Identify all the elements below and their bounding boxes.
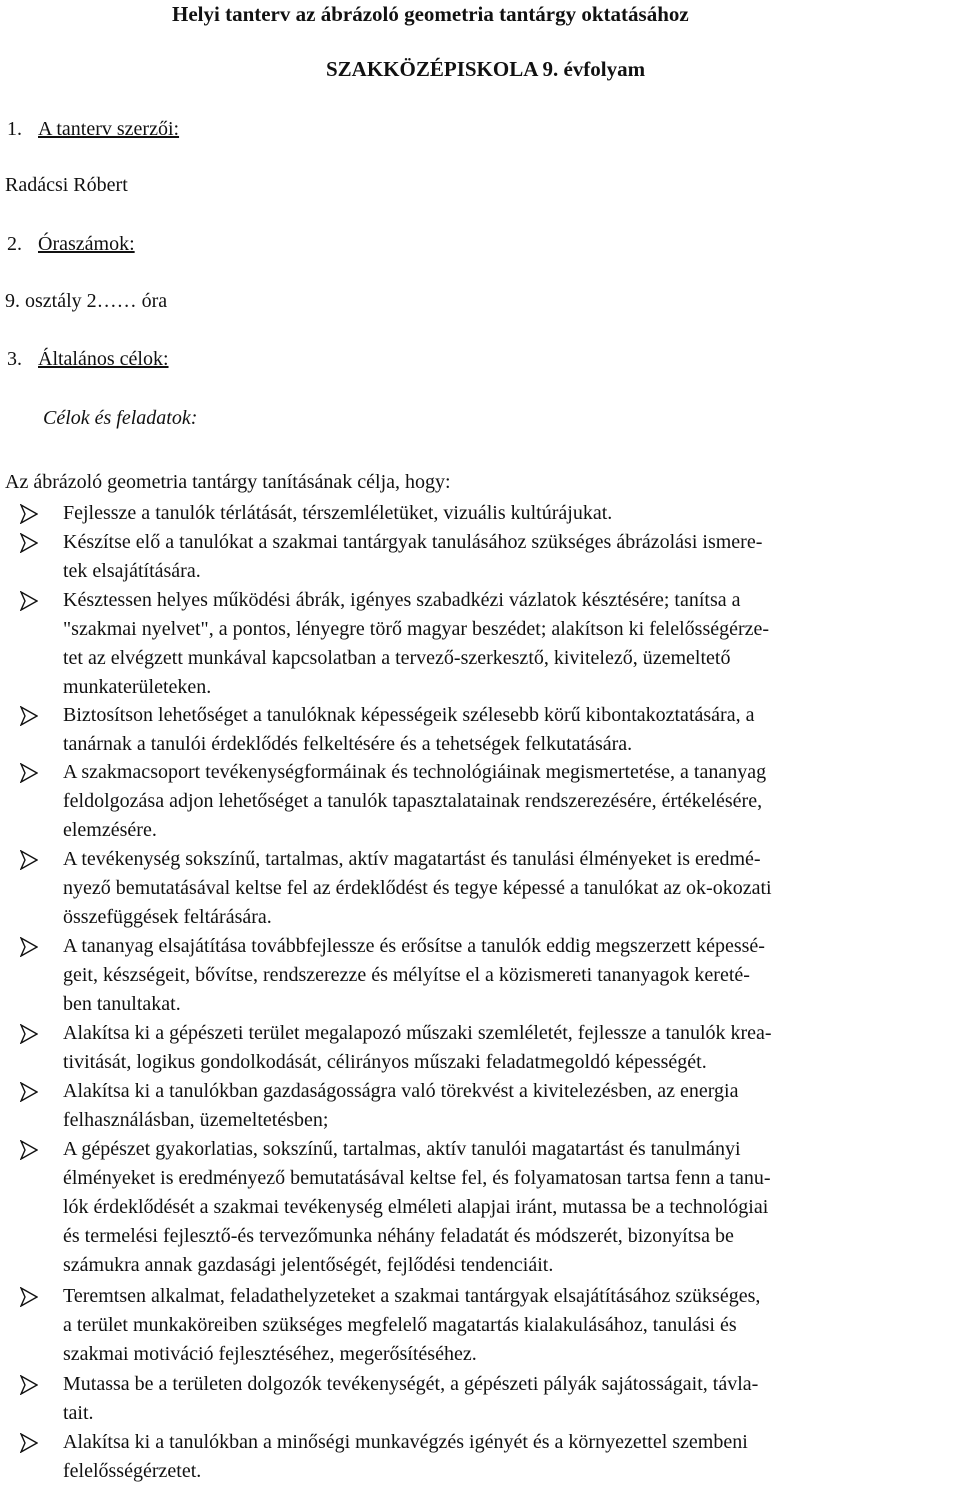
bullet-line: Biztosítson lehetőséget a tanulóknak képességeik szélesebb körű kibontakoztatására, a: [63, 704, 755, 726]
bullet-line: szakmai motiváció fejlesztéséhez, megerősítéséhez.: [63, 1343, 477, 1365]
bullet-line: tek elsajátítására.: [63, 560, 201, 582]
bullet-arrow-icon: [20, 591, 38, 611]
bullet-line: A szakmacsoport tevékenységformáinak és technológiáinak megismertetése, a tananyag: [63, 761, 767, 783]
bullet-line: felhasználásban, üzemeltetésben;: [63, 1109, 329, 1131]
bullet-arrow-icon: [20, 763, 38, 783]
bullet-arrow-icon: [20, 1082, 38, 1102]
bullet-line: felelősségérzetet.: [63, 1460, 202, 1482]
bullet-line: nyező bemutatásával keltse fel az érdeklődést és tegye képessé a tanulókat az ok-okozati: [63, 877, 772, 899]
hours-value: 9. osztály 2…… óra: [5, 290, 168, 312]
bullet-line: tait.: [63, 1402, 94, 1424]
section-3-number: 3.: [7, 348, 22, 370]
section-2-heading: [7, 230, 135, 259]
bullet-arrow-icon: [20, 1433, 38, 1453]
bullet-line: elemzésére.: [63, 819, 157, 841]
bullet-line: "szakmai nyelvet", a pontos, lényegre törő magyar beszédet; alakítson ki felelősségérze-: [63, 618, 770, 640]
goals-intro: Az ábrázoló geometria tantárgy tanításának célja, hogy:: [5, 471, 451, 493]
bullet-line: A tananyag elsajátítása továbbfejlessze és erősítse a tanulók eddig megszerzett képessé-: [63, 935, 765, 957]
goals-subheading: Célok és feladatok:: [43, 407, 198, 429]
bullet-line: összefüggések feltárására.: [63, 906, 272, 928]
bullet-line: számukra annak gazdasági jelentőségét, fejlődési tendenciáit.: [63, 1254, 554, 1276]
section-2-title: Óraszámok:: [38, 233, 135, 255]
section-3-title: Általános célok:: [38, 348, 169, 370]
bullet-line: geit, készségeit, bővítse, rendszerezze és mélyítse el a közismereti tananyagok kereté-: [63, 964, 750, 986]
bullet-line: a terület munkaköreiben szükséges megfelelő magatartás kialakulásához, tanulási és: [63, 1314, 737, 1336]
bullet-line: tanárnak a tanulói érdeklődés felkeltésére és a tehetségek felkutatására.: [63, 733, 633, 755]
bullet-line: munkaterületeken.: [63, 676, 212, 698]
bullet-line: Teremtsen alkalmat, feladathelyzeteket a szakmai tantárgyak elsajátításához szükséges,: [63, 1285, 761, 1307]
bullet-arrow-icon: [20, 937, 38, 957]
section-1-title: A tanterv szerzői:: [38, 118, 180, 140]
bullet-arrow-icon: [20, 850, 38, 870]
bullet-line: tet az elvégzett munkával kapcsolatban a tervező-szerkesztő, kivitelező, üzemeltető: [63, 647, 731, 669]
document-subtitle: SZAKKÖZÉPISKOLA 9. évfolyam: [326, 57, 646, 81]
bullet-line: Alakítsa ki a tanulókban gazdaságosságra való törekvést a kivitelezésben, az energia: [63, 1080, 739, 1102]
authors-value: Radácsi Róbert: [5, 174, 128, 196]
bullet-arrow-icon: [20, 1375, 38, 1395]
section-3-heading: [7, 345, 169, 374]
bullet-line: feldolgozása adjon lehetőséget a tanulók tapasztalatainak rendszerezésére, értékelésére,: [63, 790, 763, 812]
bullet-arrow-icon: [20, 1024, 38, 1044]
bullet-line: ben tanultakat.: [63, 993, 181, 1015]
bullet-line: Alakítsa ki a tanulókban a minőségi munkavégzés igényét és a környezettel szembeni: [63, 1431, 748, 1453]
bullet-line: lók érdeklődését a szakmai tevékenység elméleti alapjai iránt, mutassa be a technológiai: [63, 1196, 769, 1218]
bullet-line: és termelési fejlesztő-és tervezőmunka néhány feladatát és módszerét, bizonyítsa be: [63, 1225, 734, 1247]
bullet-arrow-icon: [20, 1140, 38, 1160]
bullet-line: tivitását, logikus gondolkodását, célirányos műszaki feladatmegoldó képességét.: [63, 1051, 707, 1073]
bullet-line: A gépészet gyakorlatias, sokszínű, tartalmas, aktív tanulói magatartást és tanulmányi: [63, 1138, 741, 1160]
section-1-number: 1.: [7, 118, 22, 140]
bullet-line: élményeket is eredményező bemutatásával keltse fel, és folyamatosan tartsa fenn a tanu-: [63, 1167, 771, 1189]
bullet-line: Fejlessze a tanulók térlátását, térszemléletüket, vizuális kultúrájukat.: [63, 502, 613, 524]
bullet-line: Készítse elő a tanulókat a szakmai tantárgyak tanulásához szükséges ábrázolási ismere-: [63, 531, 763, 553]
bullet-line: A tevékenység sokszínű, tartalmas, aktív magatartást és tanulási élményeket is eredmé-: [63, 848, 761, 870]
bullet-arrow-icon: [20, 533, 38, 553]
bullet-line: Késztessen helyes működési ábrák, igényes szabadkézi vázlatok késztésére; tanítsa a: [63, 589, 741, 611]
bullet-arrow-icon: [20, 1287, 38, 1307]
bullet-arrow-icon: [20, 706, 38, 726]
bullet-arrow-icon: [20, 504, 38, 524]
section-1-heading: [7, 115, 179, 144]
section-2-number: 2.: [7, 233, 22, 255]
document-title: Helyi tanterv az ábrázoló geometria tantárgy oktatásához: [172, 2, 689, 26]
bullet-line: Mutassa be a területen dolgozók tevékenységét, a gépészeti pályák sajátosságait, távla-: [63, 1373, 759, 1395]
bullet-line: Alakítsa ki a gépészeti terület megalapozó műszaki szemléletét, fejlessze a tanulók krea-: [63, 1022, 772, 1044]
